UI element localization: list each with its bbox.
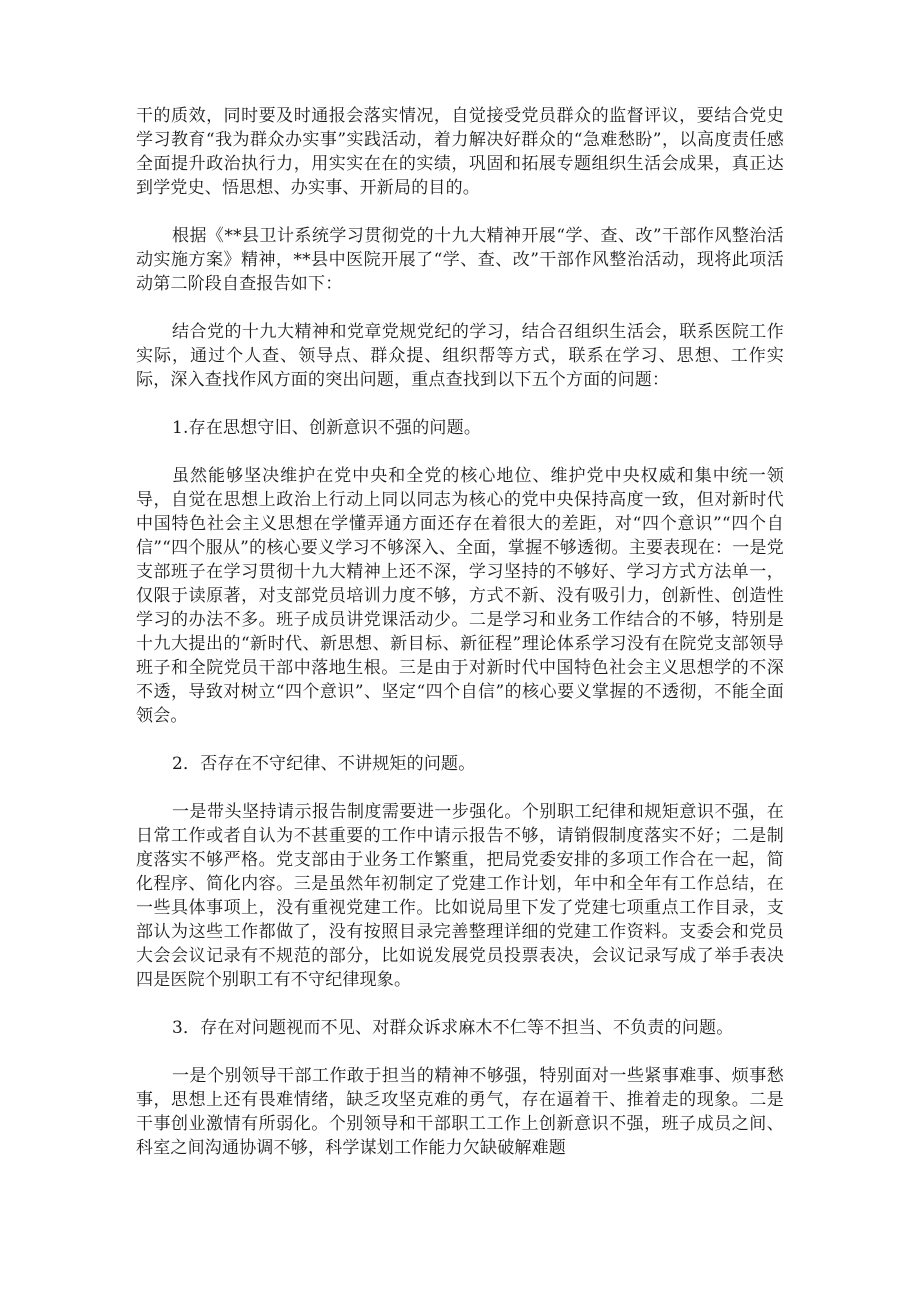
section-body-3: 一是个别领导干部工作敢于担当的精神不够强，特别面对一些紧事难事、烦事愁事，思想上还有畏难情绪，缺乏攻坚克难的勇气，存在逼着干、推着走的现象。二是干事创业激情有所弱化。个别领导和干部职工工作上创新意识不强，班子成员之间、科室之间沟通协调不够，科学谋划工作能力欠缺破解难题 [136,1066,784,1158]
paragraph-intro: 根据《**县卫计系统学习贯彻党的十九大精神开展“学、查、改”干部作风整治活动实施方案》精神，**县中医院开展了“学、查、改”干部作风整治活动，现将此项活动第二阶段自查报告如下： [136,226,784,294]
section-heading-3: 3．存在对问题视而不见、对群众诉求麻木不仁等不担当、不负责的问题。 [172,1018,734,1038]
section-body-2: 一是带头坚持请示报告制度需要进一步强化。个别职工纪律和规矩意识不强，在日常工作或者自认为不甚重要的工作中请示报告不够，请销假制度落实不好；二是制度落实不够严格。党支部由于业务工作繁重，把局党委安排的多项工作合在一起，简化程序、简化内容。三是虽然年初制定了党建工作计划，年中和全年有工作总结，在一些具体事项上，没有重视党建工作。比如说局里下发了党建七项重点工作目录，支部认为这些工作都做了，没有按照目录完善整理详细的党建工作资料。支委会和党员大会会议记录有不规范的部分，比如说发展党员投票表决，会议记录写成了举手表决四是医院个别职工有不守纪律现象。 [136,802,784,990]
paragraph-overview: 结合党的十九大精神和党章党规党纪的学习，结合召组织生活会，联系医院工作实际，通过个人查、领导点、群众提、组织帮等方式，联系在学习、思想、工作实际，深入查找作风方面的突出问题，重点查找到以下五个方面的问题： [136,322,784,390]
paragraph-continuation: 干的质效，同时要及时通报会落实情况，自觉接受党员群众的监督评议，要结合党史学习教育“我为群众办实事”实践活动，着力解决好群众的“急难愁盼”，以高度责任感全面提升政治执行力，用实实在在的实绩，巩固和拓展专题组织生活会成果，真正达到学党史、悟思想、办实事、开新局的目的。 [136,106,784,198]
section-heading-1: 1.存在思想守旧、创新意识不强的问题。 [172,418,482,438]
document-body [136,104,784,1184]
section-heading-2: 2．否存在不守纪律、不讲规矩的问题。 [172,754,476,774]
section-body-1: 虽然能够坚决维护在党中央和全党的核心地位、维护党中央权威和集中统一领导，自觉在思想上政治上行动上同以同志为核心的党中央保持高度一致，但对新时代中国特色社会主义思想在学懂弄通方面还存在着很大的差距，对“四个意识”“四个自信”“四个服从”的核心要义学习不够深入、全面，掌握不够透彻。主要表现在：一是党支部班子在学习贯彻十九大精神上还不深，学习坚持的不够好、学习方式方法单一，仅限于读原著，对支部党员培训力度不够，方式不新、没有吸引力，创新性、创造性学习的办法不多。班子成员讲党课活动少。二是学习和业务工作结合的不够，特别是十九大提出的“新时代、新思想、新目标、新征程”理论体系学习没有在院党支部领导班子和全院党员干部中落地生根。三是由于对新时代中国特色社会主义思想学的不深不透，导致对树立“四个意识”、坚定“四个自信”的核心要义掌握的不透彻，不能全面领会。 [136,466,784,726]
